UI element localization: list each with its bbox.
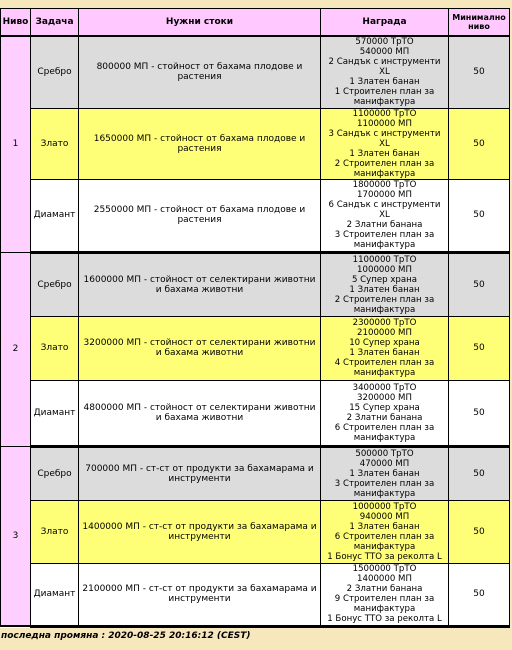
- stock-cell: 2550000 МП - стойност от бахама плодове и растения: [79, 179, 321, 252]
- task-cell: Диамант: [31, 179, 79, 252]
- min-level-cell: 50: [449, 36, 510, 108]
- reward-line: 1700000 МП: [357, 190, 412, 200]
- min-level-cell: 50: [449, 108, 510, 179]
- stock-cell: 700000 МП - ст-ст от продукти за бахамарама и инструменти: [79, 446, 321, 500]
- reward-line: 500000 ТрТО: [355, 448, 414, 459]
- stock-cell: 4800000 МП - стойност от селектирани животни и бахама животни: [79, 380, 321, 446]
- reward-line: 1 Бонус ТТО за реколта L: [327, 551, 442, 562]
- reward-line: 1 Бонус ТТО за реколта L: [327, 614, 442, 624]
- reward-line: 1 Златен банан: [349, 348, 420, 358]
- reward-line: 1100000 ТрТО: [352, 254, 417, 265]
- level-cell: 1: [1, 36, 31, 252]
- reward-line: 2 Строителен план за манифактура: [334, 158, 435, 179]
- reward-line: 3 Строителен план за манифактура: [334, 478, 435, 499]
- reward-line: 2 Сандък с инструменти XL: [328, 57, 441, 78]
- task-cell: Диамант: [31, 563, 79, 626]
- min-level-cell: 50: [449, 316, 510, 380]
- reward-line: 6 Строителен план за манифактура: [334, 531, 435, 552]
- reward-line: 9 Строителен план за манифактура: [334, 594, 435, 614]
- min-level-cell: 50: [449, 500, 510, 563]
- reward-cell: [321, 500, 449, 563]
- reward-line: 6 Сандък с инструменти XL: [328, 200, 441, 220]
- reward-line: 1 Строителен план за манифактура: [334, 87, 435, 108]
- reward-line: 2 Златни банана: [346, 584, 423, 594]
- reward-cell: [321, 108, 449, 179]
- table-row: [1, 446, 510, 500]
- reward-line: 1500000 ТрТО: [352, 564, 417, 574]
- task-cell: Злато: [31, 500, 79, 563]
- reward-line: 3 Сандък с инструменти XL: [328, 128, 441, 149]
- reward-cell: [321, 446, 449, 500]
- stock-cell: 3200000 МП - стойност от селектирани животни и бахама животни: [79, 316, 321, 380]
- reward-line: 1100000 ТрТО: [352, 108, 417, 119]
- stock-cell: 1650000 МП - стойност от бахама плодове и растения: [79, 108, 321, 179]
- reward-line: 3200000 МП: [357, 392, 412, 403]
- reward-line: 570000 ТрТО: [355, 37, 414, 48]
- header-reward: Награда: [321, 9, 449, 37]
- task-cell: Злато: [31, 108, 79, 179]
- reward-line: 540000 МП: [359, 47, 410, 58]
- reward-line: 10 Супер храна: [349, 338, 420, 348]
- table-row: [1, 179, 510, 252]
- reward-line: 940000 МП: [359, 511, 410, 522]
- reward-line: 3 Строителен план за манифактура: [334, 230, 435, 250]
- reward-line: 15 Супер храна: [349, 402, 420, 413]
- task-cell: Сребро: [31, 36, 79, 108]
- reward-line: 2 Златни банана: [346, 412, 423, 423]
- reward-line: 1800000 ТрТО: [352, 180, 417, 190]
- reward-line: 1400000 МП: [357, 574, 412, 584]
- header-min-level: Минимално ниво: [449, 9, 510, 37]
- table-row: [1, 252, 510, 316]
- reward-line: 470000 МП: [359, 458, 410, 469]
- last-modified: последна промяна : 2020-08-25 20:16:12 (CEST): [1, 631, 251, 641]
- header-stock: Нужни стоки: [79, 9, 321, 37]
- reward-cell: [321, 252, 449, 316]
- table-row: [1, 563, 510, 626]
- task-cell: Злато: [31, 316, 79, 380]
- reward-line: 2100000 МП: [357, 328, 412, 338]
- reward-line: 2300000 ТрТО: [352, 318, 417, 328]
- level-cell: 3: [1, 446, 31, 626]
- header-row: [1, 9, 510, 37]
- reward-line: 6 Строителен план за манифактура: [334, 422, 435, 443]
- reward-line: 2 Строителен план за манифактура: [334, 294, 435, 315]
- table-row: [1, 500, 510, 563]
- table-row: [1, 108, 510, 179]
- min-level-cell: 50: [449, 563, 510, 626]
- stock-cell: 800000 МП - стойност от бахама плодове и растения: [79, 36, 321, 108]
- reward-cell: [321, 316, 449, 380]
- task-cell: Сребро: [31, 252, 79, 316]
- header-level: Ниво: [1, 9, 31, 37]
- table-body: [1, 36, 510, 626]
- reward-line: 4 Строителен план за манифактура: [334, 358, 435, 378]
- reward-line: 1 Златен банан: [349, 284, 420, 295]
- reward-line: 1000000 МП: [357, 264, 412, 275]
- min-level-cell: 50: [449, 252, 510, 316]
- table-row: [1, 316, 510, 380]
- min-level-cell: 50: [449, 380, 510, 446]
- min-level-cell: 50: [449, 446, 510, 500]
- reward-cell: [321, 36, 449, 108]
- reward-line: 5 Супер храна: [351, 274, 418, 285]
- level-cell: 2: [1, 252, 31, 446]
- reward-line: 1 Златен банан: [349, 77, 420, 88]
- reward-line: 1 Златен банан: [349, 521, 420, 532]
- reward-cell: [321, 380, 449, 446]
- task-cell: Диамант: [31, 380, 79, 446]
- reward-line: 1100000 МП: [357, 118, 412, 129]
- reward-cell: [321, 563, 449, 626]
- stock-cell: 2100000 МП - ст-ст от продукти за бахамарама и инструменти: [79, 563, 321, 626]
- reward-cell: [321, 179, 449, 252]
- reward-line: 1 Златен банан: [349, 468, 420, 479]
- reward-line: 2 Златни банана: [346, 220, 423, 230]
- reward-line: 1000000 ТрТО: [352, 501, 417, 512]
- reward-line: 3400000 ТрТО: [352, 382, 417, 393]
- stock-cell: 1400000 МП - ст-ст от продукти за бахамарама и инструменти: [79, 500, 321, 563]
- reward-line: 1 Златен банан: [349, 148, 420, 159]
- quest-table: [0, 8, 510, 628]
- table-row: [1, 36, 510, 108]
- stock-cell: 1600000 МП - стойност от селектирани животни и бахама животни: [79, 252, 321, 316]
- table-row: [1, 380, 510, 446]
- min-level-cell: 50: [449, 179, 510, 252]
- header-task: Задача: [31, 9, 79, 37]
- task-cell: Сребро: [31, 446, 79, 500]
